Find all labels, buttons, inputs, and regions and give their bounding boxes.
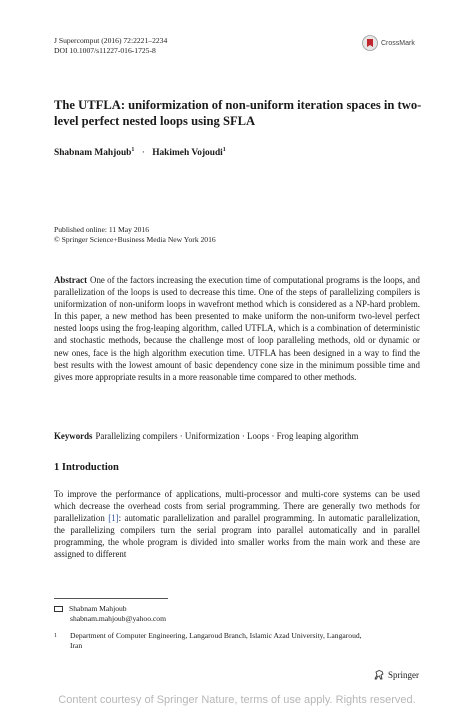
crossmark-badge[interactable]	[362, 33, 442, 53]
author-affiliation-marker: 1	[222, 146, 226, 153]
abstract	[54, 274, 420, 383]
corresponding-author	[54, 604, 166, 624]
abstract-text: One of the factors increasing the execution time of computational programs is the loops, and parallelization of the loops is used to decrease this time. One of the steps of parallelizing compilers is uniformization of non-uniform loops in wavefront method which is considered as a NP-hard problem. In this paper, a new method has been presented to make uniform the non-uniform two-level perfect nested loops using the frog-leaping algorithm, called UTFLA, which is a combination of deterministic and stochastic methods, because the challenge most of loop paralleling methods, old or dynamic or new ones, face is the high algorithm execution time. UTFLA has been designed in a way to find the best results with the lowest amount of basic dependency cone size in the minimum possible time and gives more appropriate results in a more reasonable time compared to other methods.	[54, 275, 420, 382]
crossmark-label: CrossMark	[381, 39, 415, 47]
introduction-paragraph	[54, 488, 420, 561]
published-date: Published online: 11 May 2016	[54, 225, 150, 234]
author-separator: ·	[141, 148, 145, 158]
abstract-label: Abstract	[54, 275, 88, 285]
keywords-text: Parallelizing compilers · Uniformization · Loops · Frog leaping algorithm	[95, 431, 359, 441]
publisher-name: Springer	[388, 670, 419, 680]
footnote-divider	[54, 598, 168, 599]
section-heading: 1 Introduction	[54, 462, 119, 473]
corresponding-email[interactable]: shabnam.mahjoub@yahoo.com	[70, 614, 166, 623]
affiliation-number: 1	[54, 633, 57, 639]
corresponding-name: Shabnam Mahjoub	[69, 604, 127, 613]
doi-line: DOI 10.1007/s11227-016-1725-8	[54, 45, 156, 55]
affiliation-text: Department of Computer Engineering, Langaroud Branch, Islamic Azad University, Langaroud,	[70, 631, 362, 640]
author-list	[54, 148, 226, 158]
introduction-text: To improve the performance of applications, multi-processor and multi-core systems can be used which decrease the overhead costs from serial programming. There are generally two methods for parallelization	[54, 489, 420, 524]
springer-horse-icon	[373, 669, 385, 681]
citation-link[interactable]: [1]	[108, 513, 119, 524]
crossmark-icon	[362, 35, 378, 51]
keywords-label: Keywords	[54, 431, 93, 441]
publication-info	[54, 225, 216, 244]
keywords	[54, 430, 434, 442]
affiliation-footnote	[54, 631, 424, 651]
article-title: The UTFLA: uniformization of non-uniform iteration spaces in two-level perfect nested loops using SFLA	[54, 98, 422, 128]
envelope-icon	[54, 606, 63, 612]
affiliation-text: Iran	[70, 641, 83, 650]
copyright-notice: © Springer Science+Business Media New York 2016	[54, 234, 216, 244]
author-name[interactable]: Shabnam Mahjoub	[54, 148, 132, 158]
courtesy-watermark: Content courtesy of Springer Nature, terms of use apply. Rights reserved.	[58, 694, 416, 706]
author-affiliation-marker: 1	[131, 146, 135, 153]
journal-citation	[54, 36, 167, 55]
journal-line: J Supercomput (2016) 72:2221–2234	[54, 36, 168, 45]
publisher-logo	[373, 669, 419, 681]
author-name[interactable]: Hakimeh Vojoudi	[152, 148, 223, 158]
introduction-text: : automatic parallelization and parallel programming. In automatic parallelization, the parallelizing compilers turn the serial program into parallel automatically and in parallel programming, the whole program is divided into smaller works from the main work and these are assigned to different	[54, 513, 421, 560]
